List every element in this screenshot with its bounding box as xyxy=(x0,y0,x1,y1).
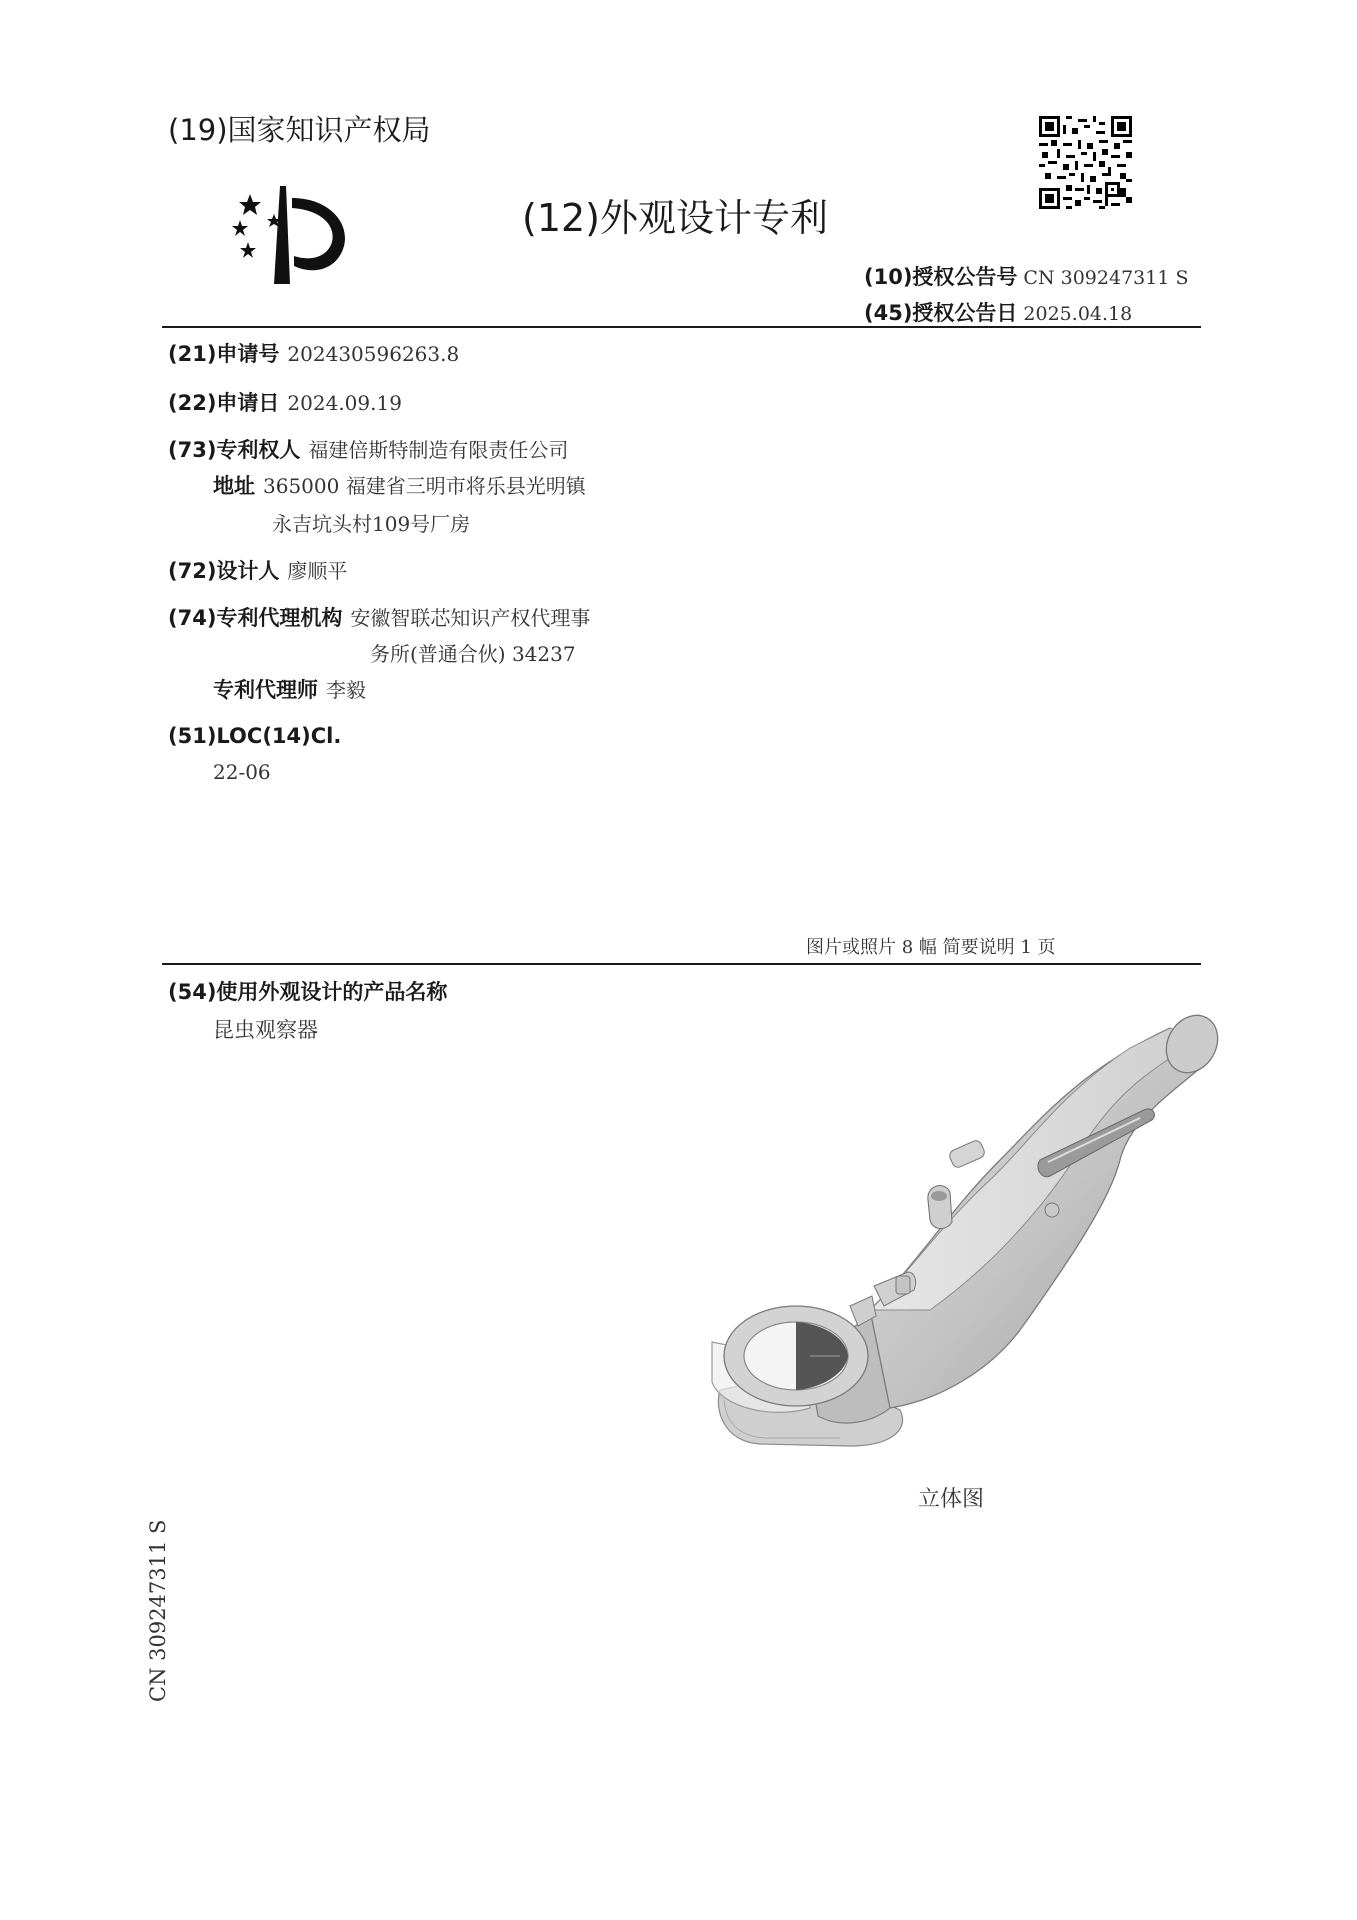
agent-label: 专利代理师 xyxy=(213,678,318,702)
patentee-label: (73)专利权人 xyxy=(168,438,301,462)
app-number-value: 202430596263.8 xyxy=(287,342,460,366)
patentee-field xyxy=(168,434,568,464)
address-line-1: 365000 福建省三明市将乐县光明镇 xyxy=(263,474,586,498)
designer-label: (72)设计人 xyxy=(168,559,280,583)
document-type-title: (12)外观设计专利 xyxy=(522,196,829,240)
product-perspective-view xyxy=(700,1010,1220,1464)
agency-line-1: 安徽智联芯知识产权代理事 xyxy=(350,606,591,630)
pub-number-value: CN 309247311 S xyxy=(1023,267,1189,289)
product-name: 昆虫观察器 xyxy=(213,1018,318,1042)
pub-date-label: (45)授权公告日 xyxy=(864,301,1018,325)
section-divider xyxy=(162,963,1201,965)
agent-field xyxy=(213,674,366,704)
patentee-value: 福建倍斯特制造有限责任公司 xyxy=(308,438,569,462)
page-count: 图片或照片 8 幅 简要说明 1 页 xyxy=(806,937,1056,958)
address-field xyxy=(213,470,586,500)
qr-code-icon xyxy=(1039,116,1132,209)
address-line-2: 永吉坑头村109号厂房 xyxy=(272,512,471,536)
app-date-value: 2024.09.19 xyxy=(287,391,402,415)
address-label: 地址 xyxy=(213,474,255,498)
app-number-field xyxy=(168,338,459,368)
pub-number-label: (10)授权公告号 xyxy=(864,265,1018,289)
agency-line-2: 务所(普通合伙) 34237 xyxy=(370,642,576,666)
side-document-code: CN 309247311 S xyxy=(146,1519,170,1702)
office-name: (19)国家知识产权局 xyxy=(168,113,431,147)
product-name-label: (54)使用外观设计的产品名称 xyxy=(168,980,448,1004)
cnipa-emblem-icon xyxy=(228,186,358,300)
pub-date-row xyxy=(864,297,1132,327)
header-divider xyxy=(162,326,1201,328)
pub-date-value: 2025.04.18 xyxy=(1023,303,1133,325)
app-date-label: (22)申请日 xyxy=(168,391,280,415)
loc-value: 22-06 xyxy=(213,760,271,784)
loc-label: (51)LOC(14)Cl. xyxy=(168,724,342,748)
pub-number-row xyxy=(864,261,1188,291)
agent-value: 李毅 xyxy=(326,678,366,702)
app-number-label: (21)申请号 xyxy=(168,342,280,366)
product-name-label-row xyxy=(168,976,447,1006)
app-date-field xyxy=(168,387,402,417)
agency-field xyxy=(168,602,590,632)
designer-field xyxy=(168,555,347,585)
loc-field xyxy=(168,724,341,748)
designer-value: 廖顺平 xyxy=(287,559,348,583)
agency-label: (74)专利代理机构 xyxy=(168,606,343,630)
figure-caption: 立体图 xyxy=(918,1487,985,1512)
